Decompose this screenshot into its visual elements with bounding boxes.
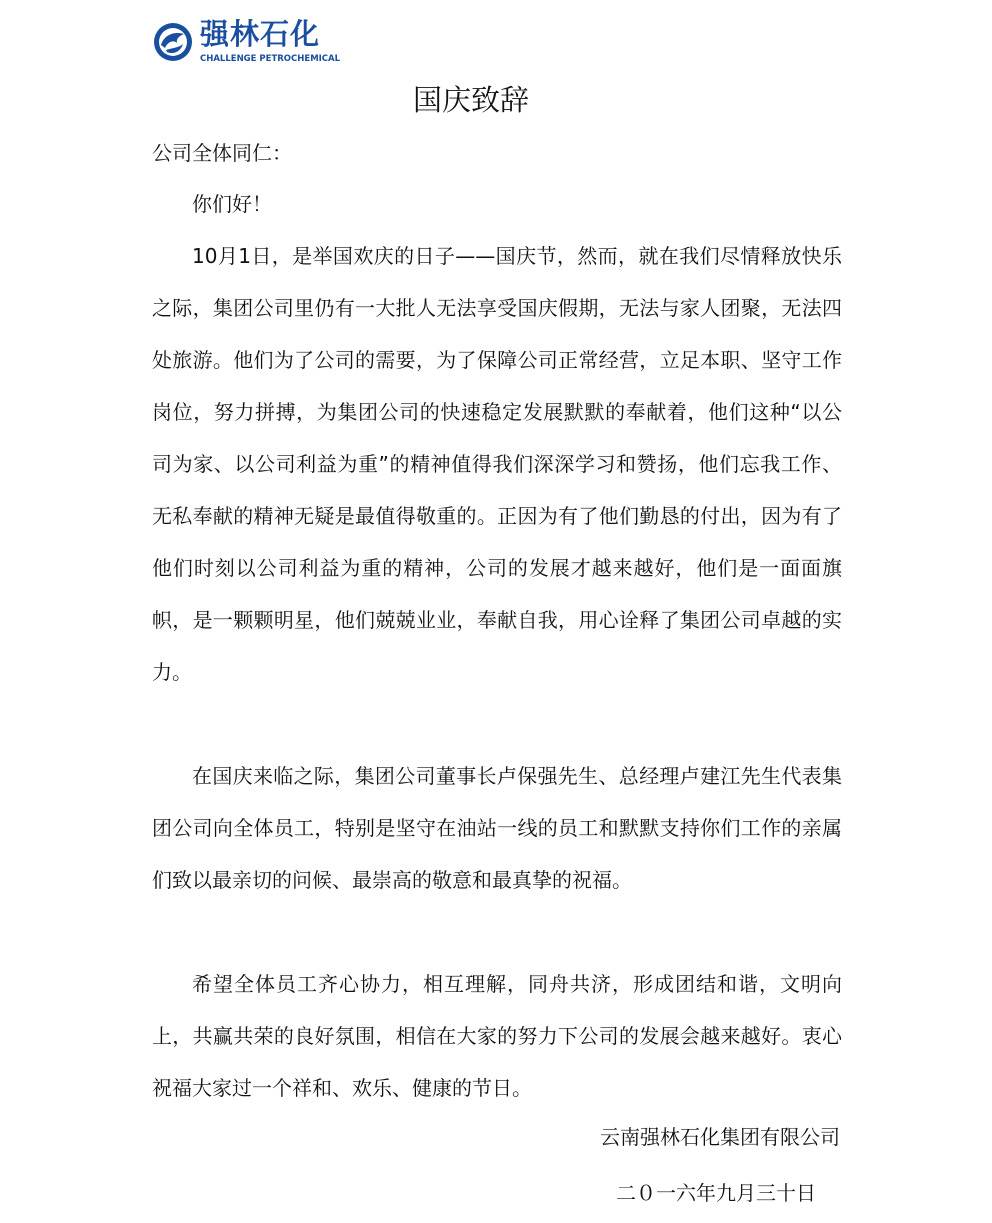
paragraph-block-1	[152, 230, 842, 698]
logo-english-name: CHALLENGE PETROCHEMICAL	[200, 54, 341, 64]
body-paragraph: 在国庆来临之际，集团公司董事长卢保强先生、总经理卢建江先生代表集团公司向全体员工，特别是坚守在油站一线的员工和默默支持你们工作的亲属们致以最亲切的问候、最崇高的敬意和最真挚的祝福。	[152, 764, 842, 892]
logo-chinese-name: 强林石化	[200, 17, 321, 51]
greeting-block	[152, 178, 842, 230]
greeting: 你们好！	[192, 192, 272, 216]
signature-company: 云南强林石化集团有限公司	[600, 1125, 840, 1149]
salutation: 公司全体同仁：	[152, 141, 292, 165]
signature-date: 二０一六年九月三十日	[616, 1181, 816, 1205]
body-paragraph: 10月1日，是举国欢庆的日子——国庆节，然而，就在我们尽情释放快乐之际，集团公司里仍有一大批人无法享受国庆假期，无法与家人团聚，无法四处旅游。他们为了公司的需要，为了保障公司正常经营，立足本职、坚守工作岗位，努力拼搏，为集团公司的快速稳定发展默默的奉献着，他们这种“以公司为家、以公司利益为重”的精神值得我们深深学习和赞扬，他们忘我工作、无私奉献的精神无疑是最值得敬重的。正因为有了他们勤恳的付出，因为有了他们时刻以公司利益为重的精神，公司的发展才越来越好，他们是一面面旗帜，是一颗颗明星，他们兢兢业业，奉献自我，用心诠释了集团公司卓越的实力。	[152, 244, 842, 684]
page-title: 国庆致辞	[412, 83, 529, 117]
paragraph-block-2	[152, 750, 842, 906]
paragraph-block-3	[152, 958, 842, 1114]
body-paragraph: 希望全体员工齐心协力，相互理解，同舟共济，形成团结和谐，文明向上，共赢共荣的良好氛围，相信在大家的努力下公司的发展会越来越好。衷心祝福大家过一个祥和、欢乐、健康的节日。	[152, 972, 842, 1100]
company-emblem-icon	[152, 21, 194, 63]
company-logo	[152, 17, 341, 66]
